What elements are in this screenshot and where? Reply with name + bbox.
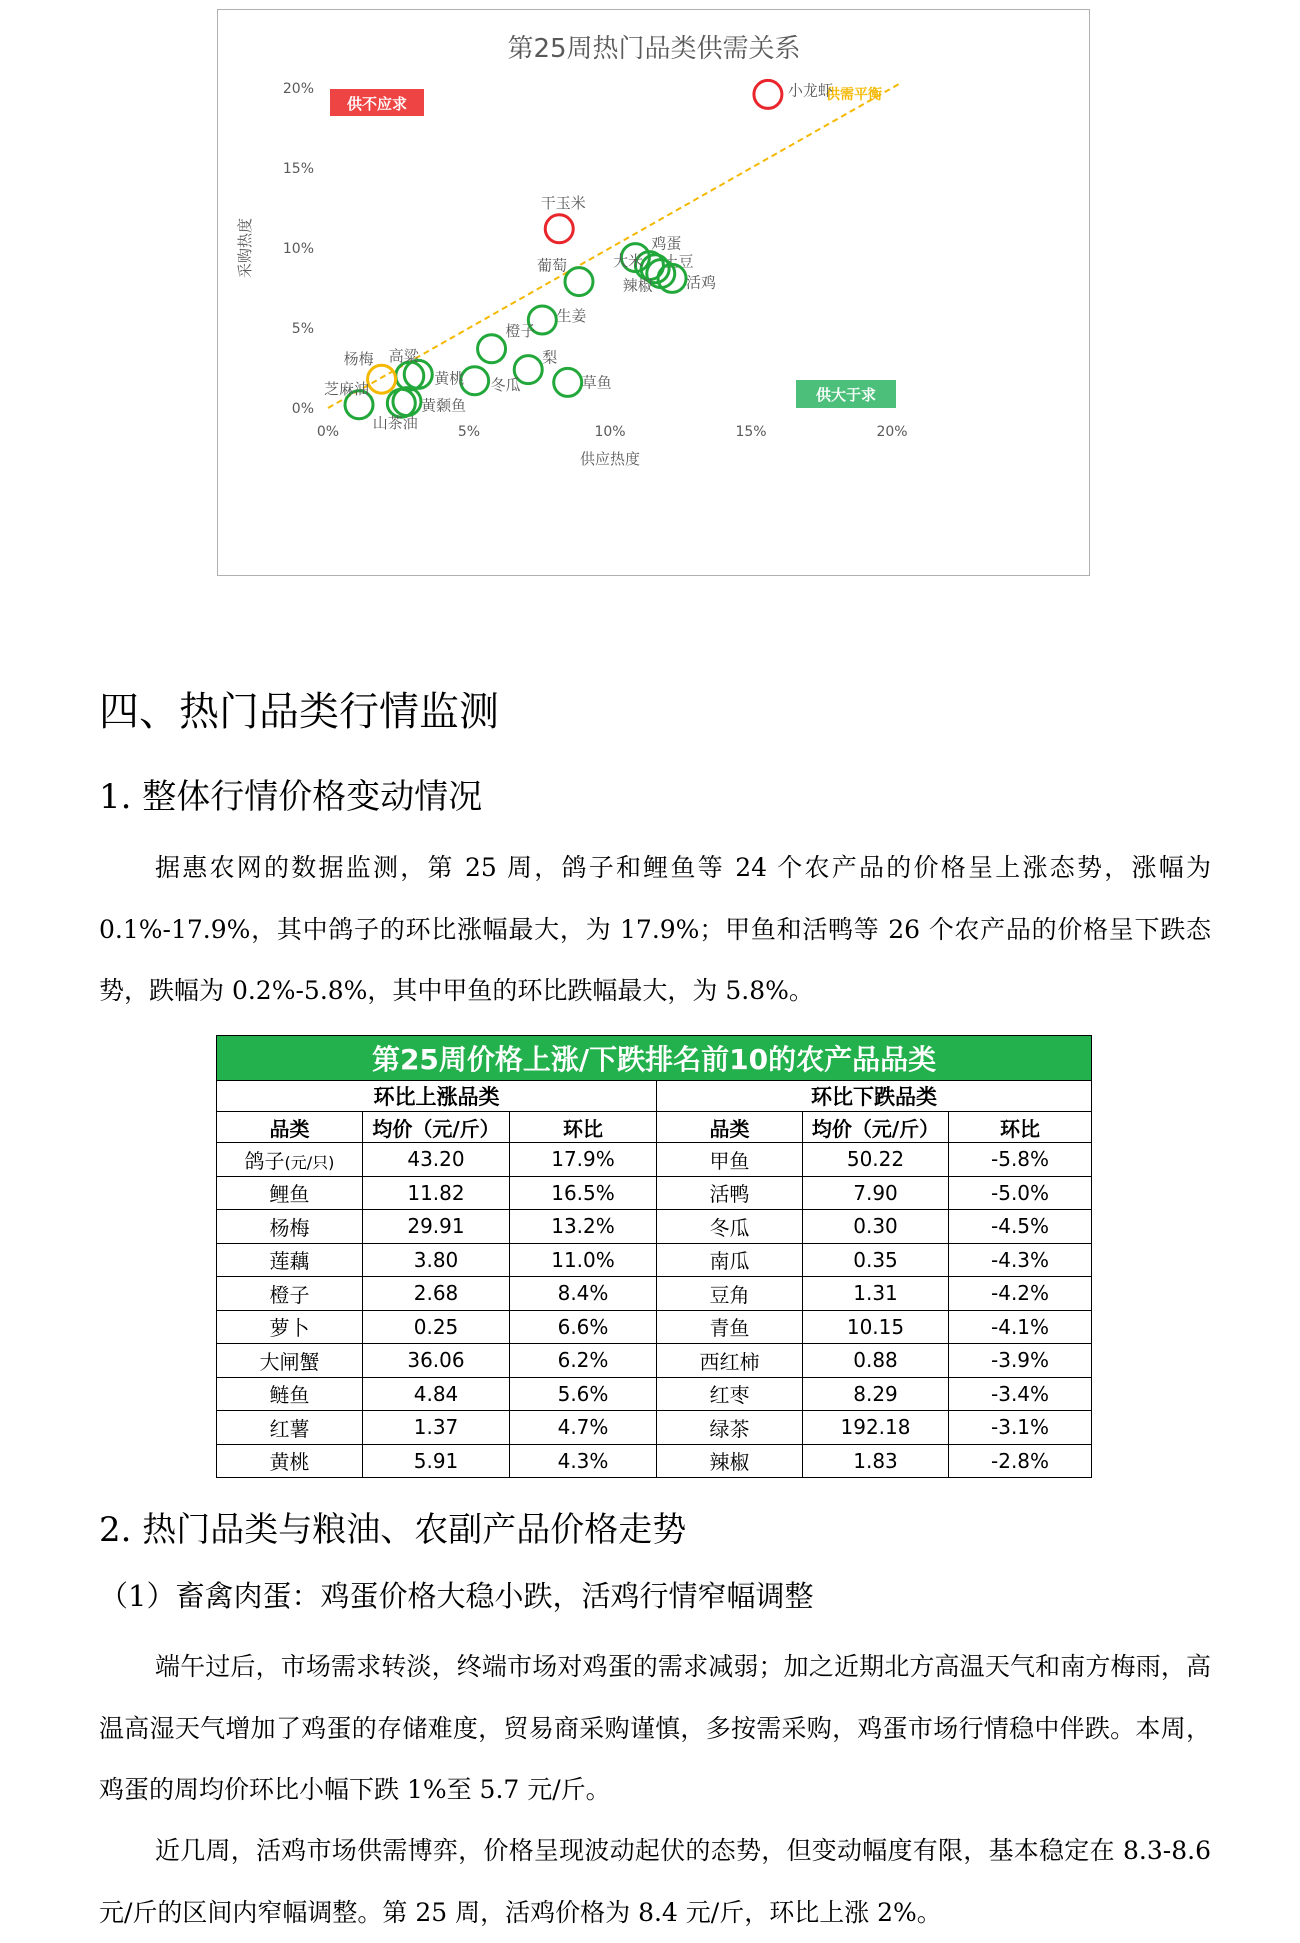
fall-price-cell: 0.30 <box>803 1210 949 1244</box>
data-point-label: 辣椒 <box>622 276 653 295</box>
y-tick-label: 20% <box>282 81 314 97</box>
rise-group-header: 环比上涨品类 <box>217 1081 657 1112</box>
fall-change-cell: -3.9% <box>949 1344 1092 1378</box>
fall-group-header: 环比下跌品类 <box>657 1081 1092 1112</box>
rise-change-cell: 6.6% <box>510 1310 657 1344</box>
scatter-plot <box>218 10 1089 575</box>
table-row <box>217 1210 1092 1244</box>
rise-name-cell: 大闸蟹 <box>217 1344 363 1378</box>
table-row <box>217 1344 1092 1378</box>
y-axis-title: 采购热度 <box>236 217 254 279</box>
fall-change-cell: -5.0% <box>949 1176 1092 1210</box>
fall-price-cell: 10.15 <box>803 1310 949 1344</box>
x-tick-label: 10% <box>594 424 626 440</box>
rise-change-cell: 17.9% <box>510 1143 657 1177</box>
data-point <box>368 365 396 393</box>
data-point-label: 橙子 <box>505 321 536 340</box>
y-tick-label: 10% <box>282 241 314 257</box>
fall-name-cell: 红枣 <box>657 1377 803 1411</box>
rise-change-cell: 5.6% <box>510 1377 657 1411</box>
data-point-label: 冬瓜 <box>490 375 521 394</box>
rise-change-cell: 6.2% <box>510 1344 657 1378</box>
rise-price-cell: 5.91 <box>363 1444 510 1478</box>
fall-price-cell: 1.31 <box>803 1277 949 1311</box>
fall-name-cell: 南瓜 <box>657 1243 803 1277</box>
data-point-label: 葡萄 <box>536 256 567 275</box>
paragraph-live-chicken: 近几周，活鸡市场供需博弈，价格呈现波动起伏的态势，但变动幅度有限，基本稳定在 8.3-8.6 元/斤的区间内窄幅调整。第 25 周，活鸡价格为 8.4 元/斤，环比上涨 2%。 <box>99 1836 1211 1927</box>
col-header-change: 环比 <box>510 1112 657 1143</box>
oversupply-label: 供大于求 <box>815 386 877 404</box>
table-row <box>217 1243 1092 1277</box>
table-row <box>217 1277 1092 1311</box>
data-point <box>554 368 582 396</box>
x-tick-label: 5% <box>457 424 481 440</box>
unit-note: (元/只) <box>284 1152 335 1172</box>
rise-change-cell: 8.4% <box>510 1277 657 1311</box>
fall-name-cell: 甲鱼 <box>657 1143 803 1177</box>
fall-change-cell: -4.2% <box>949 1277 1092 1311</box>
data-point-label: 芝麻油 <box>324 379 370 398</box>
paragraph-price-overview: 据惠农网的数据监测，第 25 周，鸽子和鲤鱼等 24 个农产品的价格呈上涨态势，涨幅为 0.1%-17.9%，其中鸽子的环比涨幅最大，为 17.9%；甲鱼和活鸭等 26 个农产品的价格呈下跌态势，跌幅为 0.2%-5.8%，其中甲鱼的环比跌幅最大，为 5.8%。 <box>99 853 1211 1005</box>
data-point-label: 鸡蛋 <box>651 234 682 253</box>
col-header-name: 品类 <box>217 1112 363 1143</box>
rise-change-cell: 4.7% <box>510 1411 657 1445</box>
data-point <box>461 367 489 395</box>
data-point-label: 小龙虾 <box>787 81 833 100</box>
fall-name-cell: 辣椒 <box>657 1444 803 1478</box>
table-title: 第25周价格上涨/下跌排名前10的农产品品类 <box>217 1036 1092 1081</box>
data-point-label: 杨梅 <box>343 350 374 369</box>
undersupply-label: 供不应求 <box>346 95 408 113</box>
table-row <box>217 1143 1092 1177</box>
fall-name-cell: 青鱼 <box>657 1310 803 1344</box>
data-point-label: 黄桃 <box>434 369 465 388</box>
fall-price-cell: 0.35 <box>803 1243 949 1277</box>
fall-change-cell: -4.3% <box>949 1243 1092 1277</box>
col-header-price: 均价（元/斤） <box>363 1112 510 1143</box>
subsection-title-1: 1. 整体行情价格变动情况 <box>99 777 483 817</box>
table-row <box>217 1176 1092 1210</box>
col-header-price: 均价（元/斤） <box>803 1112 949 1143</box>
data-point-label: 山茶油 <box>372 414 418 433</box>
rise-price-cell: 36.06 <box>363 1344 510 1378</box>
rise-change-cell: 13.2% <box>510 1210 657 1244</box>
rise-name-cell: 鲢鱼 <box>217 1377 363 1411</box>
data-point-label: 大米 <box>613 251 644 270</box>
rise-name-cell: 萝卜 <box>217 1310 363 1344</box>
y-tick-label: 0% <box>291 401 314 417</box>
data-point-label: 梨 <box>542 348 558 367</box>
rise-name-cell: 鲤鱼 <box>217 1176 363 1210</box>
rise-price-cell: 43.20 <box>363 1143 510 1177</box>
rise-price-cell: 29.91 <box>363 1210 510 1244</box>
table-row <box>217 1377 1092 1411</box>
table-row <box>217 1310 1092 1344</box>
rise-price-cell: 2.68 <box>363 1277 510 1311</box>
col-header-name: 品类 <box>657 1112 803 1143</box>
fall-name-cell: 豆角 <box>657 1277 803 1311</box>
fall-price-cell: 0.88 <box>803 1344 949 1378</box>
subsection-title-2: 2. 热门品类与粮油、农副产品价格走势 <box>99 1510 687 1550</box>
data-point-label: 活鸡 <box>686 273 717 292</box>
rise-name-cell: 鸽子(元/只) <box>217 1143 363 1177</box>
rise-name-cell: 黄桃 <box>217 1444 363 1478</box>
data-point-label: 草鱼 <box>581 373 612 392</box>
fall-price-cell: 8.29 <box>803 1377 949 1411</box>
data-point-label: 黄颡鱼 <box>420 396 466 415</box>
rise-price-cell: 4.84 <box>363 1377 510 1411</box>
table-row <box>217 1411 1092 1445</box>
price-ranking-table <box>216 1035 1092 1478</box>
data-point <box>565 268 593 296</box>
x-tick-label: 20% <box>876 424 908 440</box>
fall-change-cell: -5.8% <box>949 1143 1092 1177</box>
fall-name-cell: 冬瓜 <box>657 1210 803 1244</box>
data-point <box>754 80 782 108</box>
fall-name-cell: 西红柿 <box>657 1344 803 1378</box>
chart-title: 第25周热门品类供需关系 <box>507 34 801 64</box>
fall-price-cell: 192.18 <box>803 1411 949 1445</box>
rise-price-cell: 1.37 <box>363 1411 510 1445</box>
fall-change-cell: -3.1% <box>949 1411 1092 1445</box>
data-point-label: 干玉米 <box>540 193 586 212</box>
rise-price-cell: 0.25 <box>363 1310 510 1344</box>
x-axis-title: 供应热度 <box>579 450 641 468</box>
data-point-label: 土豆 <box>663 252 694 271</box>
rise-price-cell: 11.82 <box>363 1176 510 1210</box>
fall-name-cell: 活鸭 <box>657 1176 803 1210</box>
fall-price-cell: 7.90 <box>803 1176 949 1210</box>
supply-demand-chart <box>217 9 1090 576</box>
fall-change-cell: -4.5% <box>949 1210 1092 1244</box>
balance-label: 供需平衡 <box>826 87 882 103</box>
fall-name-cell: 绿茶 <box>657 1411 803 1445</box>
data-point-label: 高粱 <box>388 347 419 365</box>
rise-name-cell: 杨梅 <box>217 1210 363 1244</box>
rise-name-cell: 红薯 <box>217 1411 363 1445</box>
y-tick-label: 15% <box>282 161 314 177</box>
fall-change-cell: -2.8% <box>949 1444 1092 1478</box>
fall-price-cell: 50.22 <box>803 1143 949 1177</box>
section-title: 四、热门品类行情监测 <box>99 689 499 735</box>
rise-name-cell: 橙子 <box>217 1277 363 1311</box>
fall-change-cell: -4.1% <box>949 1310 1092 1344</box>
x-tick-label: 0% <box>316 424 340 440</box>
fall-price-cell: 1.83 <box>803 1444 949 1478</box>
table-row <box>217 1444 1092 1478</box>
data-point <box>545 215 573 243</box>
rise-change-cell: 16.5% <box>510 1176 657 1210</box>
data-point <box>478 335 506 363</box>
paragraph-egg-market: 端午过后，市场需求转淡，终端市场对鸡蛋的需求减弱；加之近期北方高温天气和南方梅雨，高温高湿天气增加了鸡蛋的存储难度，贸易商采购谨慎，多按需采购，鸡蛋市场行情稳中伴跌。本周，鸡蛋的周均价环比小幅下跌 1%至 5.7 元/斤。 <box>99 1652 1211 1804</box>
subsection-title-2-1: （1）畜禽肉蛋：鸡蛋价格大稳小跌，活鸡行情窄幅调整 <box>99 1579 814 1613</box>
rise-price-cell: 3.80 <box>363 1243 510 1277</box>
y-tick-label: 5% <box>291 321 314 337</box>
rise-change-cell: 4.3% <box>510 1444 657 1478</box>
rise-name-cell: 莲藕 <box>217 1243 363 1277</box>
x-tick-label: 15% <box>735 424 767 440</box>
rise-change-cell: 11.0% <box>510 1243 657 1277</box>
col-header-change: 环比 <box>949 1112 1092 1143</box>
data-point-label: 生姜 <box>556 307 587 325</box>
fall-change-cell: -3.4% <box>949 1377 1092 1411</box>
